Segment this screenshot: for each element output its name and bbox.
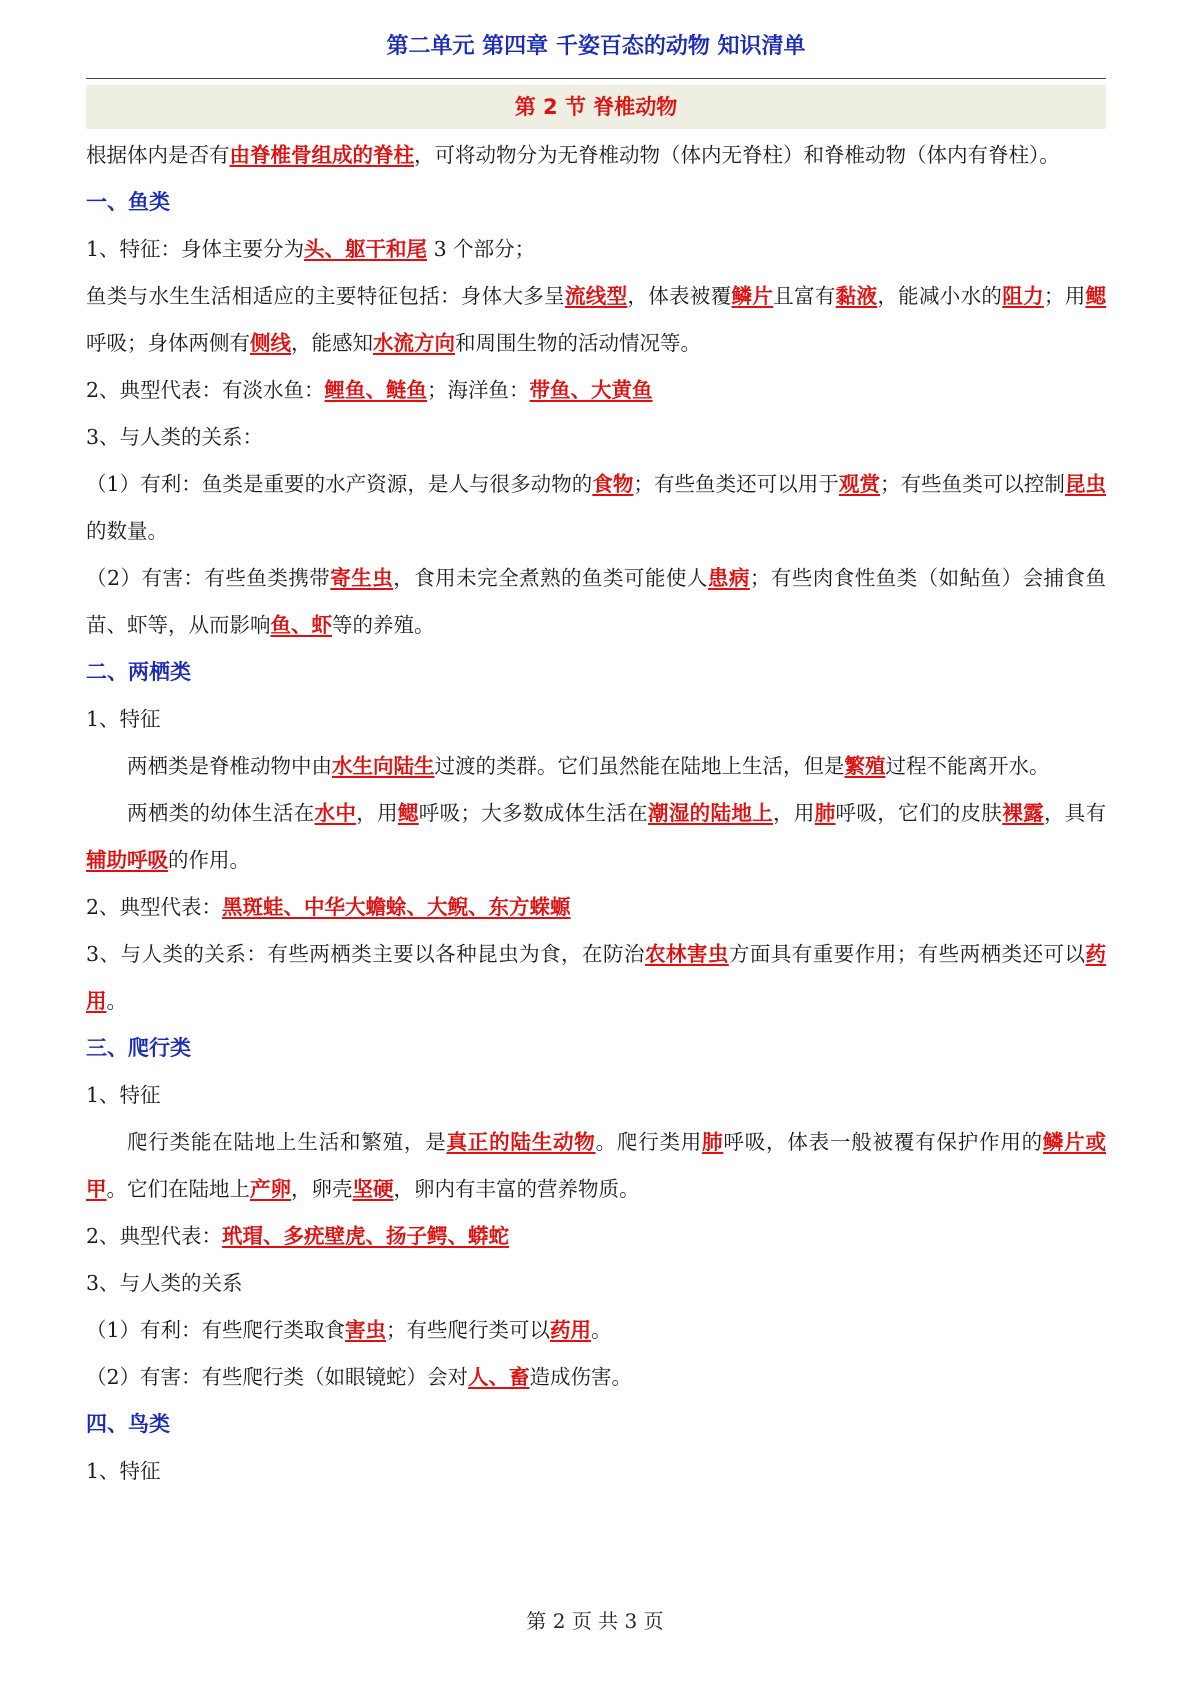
keyword: 坚硬 — [352, 1177, 394, 1201]
text: 呼吸；身体两侧有 — [86, 331, 250, 355]
keyword: 由脊椎骨组成的脊柱 — [229, 143, 414, 167]
text: ，能感知 — [291, 331, 373, 355]
text: ；海洋鱼： — [427, 378, 530, 402]
text: 2、典型代表： — [86, 895, 223, 919]
text: ，卵壳 — [291, 1177, 353, 1201]
keyword: 黏液 — [835, 284, 878, 308]
text: 的数量。 — [86, 519, 168, 543]
document-body — [86, 132, 1106, 1495]
page-footer: 第 2 页 共 3 页 — [526, 1609, 664, 1633]
text: ，能减小水的 — [877, 284, 1003, 308]
reptile-relation-title: 3、与人类的关系 — [86, 1271, 243, 1295]
keyword: 玳瑁、多疣壁虎、扬子鳄、蟒蛇 — [222, 1224, 510, 1248]
fish-representatives — [86, 367, 1106, 414]
reptile-representatives — [86, 1213, 1106, 1260]
text: （1）有利：鱼类是重要的水产资源，是人与很多动物的 — [86, 472, 593, 496]
text: ；用 — [1043, 284, 1086, 308]
intro-paragraph — [86, 132, 1106, 179]
text: 。爬行类用 — [595, 1130, 703, 1154]
heading-amphibian: 二、两栖类 — [86, 660, 191, 684]
keyword: 侧线 — [250, 331, 291, 355]
text: 。 — [591, 1318, 612, 1342]
section-title: 第 2 节 脊椎动物 — [86, 85, 1106, 129]
heading-fish: 一、鱼类 — [86, 190, 170, 214]
keyword: 黑斑蛙、中华大蟾蜍、大鲵、东方蝾螈 — [222, 895, 571, 919]
reptile-feature-1 — [86, 1119, 1106, 1213]
keyword: 真正的陆生动物 — [446, 1130, 596, 1154]
text: 爬行类能在陆地上生活和繁殖，是 — [127, 1130, 447, 1154]
heading-bird: 四、鸟类 — [86, 1412, 170, 1436]
text: 呼吸，它们的皮肤 — [835, 801, 1003, 825]
reptile-harm — [86, 1354, 1106, 1401]
text: ；有些爬行类可以 — [386, 1318, 551, 1342]
text: 方面具有重要作用；有些两栖类还可以 — [728, 942, 1086, 966]
text: 3 个部分； — [427, 237, 536, 261]
fish-harm — [86, 555, 1106, 649]
document-title: 第二单元 第四章 千姿百态的动物 知识清单 — [386, 34, 806, 59]
amphibian-feature-1 — [86, 743, 1106, 790]
bird-feature-title: 1、特征 — [86, 1459, 161, 1483]
keyword: 辅助呼吸 — [86, 848, 168, 872]
title-divider — [86, 78, 1106, 79]
text: 呼吸，体表一般被覆有保护作用的 — [723, 1130, 1043, 1154]
text: 呼吸；大多数成体生活在 — [418, 801, 648, 825]
keyword: 鲤鱼、鲢鱼 — [324, 378, 428, 402]
keyword: 鳃 — [397, 801, 419, 825]
text: ；有些鱼类可以控制 — [880, 472, 1065, 496]
keyword: 药用 — [86, 942, 1107, 1013]
keyword: 害虫 — [345, 1318, 387, 1342]
keyword: 鳞片或甲 — [86, 1130, 1107, 1201]
keyword: 患病 — [707, 566, 750, 590]
keyword: 鱼、虾 — [270, 613, 332, 637]
text: 且富有 — [773, 284, 836, 308]
keyword: 水流方向 — [373, 331, 455, 355]
keyword: 水生向陆生 — [332, 754, 435, 778]
heading-reptile: 三、爬行类 — [86, 1036, 191, 1060]
amphibian-representatives — [86, 884, 1106, 931]
amphibian-feature-2 — [86, 790, 1106, 884]
keyword: 阻力 — [1002, 284, 1044, 308]
text: 1、特征：身体主要分为 — [86, 237, 305, 261]
amphibian-relation — [86, 931, 1106, 1025]
text: 两栖类是脊椎动物中由 — [127, 754, 332, 778]
keyword: 带鱼、大黄鱼 — [529, 378, 653, 402]
text: ，用 — [356, 801, 398, 825]
fish-feature — [86, 226, 1106, 273]
text: ；有些鱼类还可以用于 — [633, 472, 839, 496]
text: 。它们在陆地上 — [106, 1177, 250, 1201]
keyword: 观赏 — [838, 472, 881, 496]
keyword: 产卵 — [250, 1177, 291, 1201]
text: 2、典型代表：有淡水鱼： — [86, 378, 325, 402]
keyword: 肺 — [814, 801, 836, 825]
keyword: 流线型 — [564, 284, 628, 308]
keyword: 鳃 — [1085, 284, 1107, 308]
text: 鱼类与水生生活相适应的主要特征包括：身体大多呈 — [86, 284, 565, 308]
keyword: 繁殖 — [844, 754, 886, 778]
text: （2）有害：有些爬行类（如眼镜蛇）会对 — [86, 1365, 469, 1389]
text: 过程不能离开水。 — [885, 754, 1050, 778]
keyword: 肺 — [702, 1130, 724, 1154]
keyword: 水中 — [314, 801, 357, 825]
reptile-benefit — [86, 1307, 1106, 1354]
keyword: 鳞片 — [731, 284, 774, 308]
text: 3、与人类的关系：有些两栖类主要以各种昆虫为食，在防治 — [86, 942, 645, 966]
keyword: 昆虫 — [1064, 472, 1107, 496]
keyword: 裸露 — [1002, 801, 1044, 825]
text: 2、典型代表： — [86, 1224, 223, 1248]
keyword: 人、畜 — [468, 1365, 530, 1389]
text: 造成伤害。 — [529, 1365, 633, 1389]
fish-benefit — [86, 461, 1106, 555]
text: 等的养殖。 — [332, 613, 435, 637]
reptile-feature-title: 1、特征 — [86, 1083, 161, 1107]
keyword: 寄生虫 — [330, 566, 394, 590]
text: ，体表被覆 — [627, 284, 732, 308]
text: （1）有利：有些爬行类取食 — [86, 1318, 346, 1342]
text: 两栖类的幼体生活在 — [127, 801, 315, 825]
text: 过渡的类群。它们虽然能在陆地上生活，但是 — [434, 754, 845, 778]
text: 和周围生物的活动情况等。 — [455, 331, 701, 355]
keyword: 药用 — [550, 1318, 592, 1342]
text: 的作用。 — [168, 848, 250, 872]
keyword: 农林害虫 — [644, 942, 729, 966]
fish-adaptation — [86, 273, 1106, 367]
text: （2）有害：有些鱼类携带 — [86, 566, 331, 590]
keyword: 食物 — [592, 472, 634, 496]
amphibian-feature-title: 1、特征 — [86, 707, 161, 731]
text: 根据体内是否有 — [86, 143, 230, 167]
keyword: 头、躯干和尾 — [304, 237, 428, 261]
text: ，用 — [773, 801, 815, 825]
fish-relation-title: 3、与人类的关系： — [86, 425, 264, 449]
text: 。 — [106, 989, 127, 1013]
text: ，具有 — [1043, 801, 1107, 825]
text: ，可将动物分为无脊椎动物（体内无脊柱）和脊椎动物（体内有脊柱）。 — [414, 143, 1060, 167]
text: ；有些肉食性鱼类（如鲇鱼）会捕食鱼苗、虾等，从而影响 — [86, 566, 1107, 637]
text: ，卵内有丰富的营养物质。 — [393, 1177, 640, 1201]
text: ，食用未完全煮熟的鱼类可能使人 — [393, 566, 708, 590]
keyword: 潮湿的陆地上 — [647, 801, 774, 825]
